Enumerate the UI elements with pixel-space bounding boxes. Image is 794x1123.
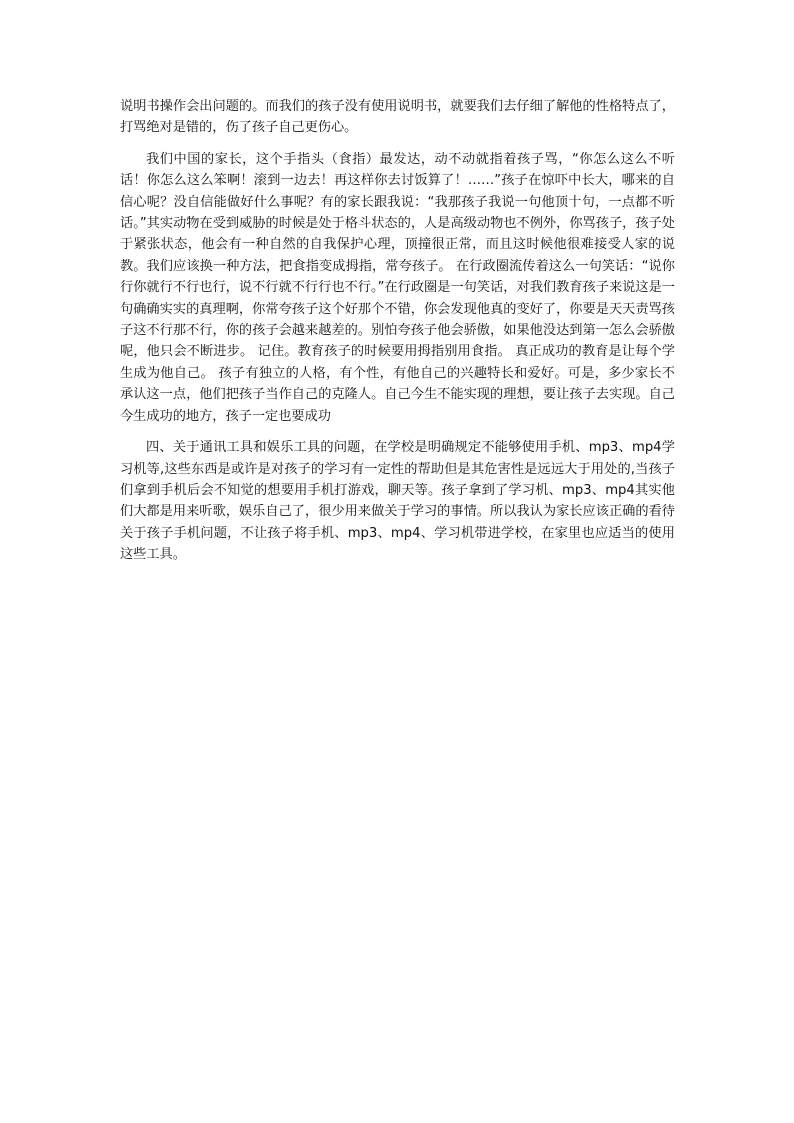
document-page (120, 96, 675, 576)
paragraph-continuation: 说明书操作会出问题的。而我们的孩子没有使用说明书，就要我们去仔细了解他的性格特点了，打骂绝对是错的，伤了孩子自己更伤心。 (120, 99, 675, 136)
paragraph-communication-tools: 四、关于通讯工具和娱乐工具的问题，在学校是明确规定不能够使用手机、mp3、mp4学习机等,这些东西是或许是对孩子的学习有一定性的帮助但是其危害性是远远大于用处的,当孩子们拿到手机后会不知觉的想要用手机打游戏，聊天等。孩子拿到了学习机、mp3、mp4其实他们大都是用来听歌，娱乐自己了，很少用来做关于学习的事情。所以我认为家长应该正确的看待关于孩子手机问题，不让孩子将手机、mp3、mp4、学习机带进学校，在家里也应适当的使用这些工具。 (120, 440, 675, 563)
paragraph-praise-children: 我们中国的家长，这个手指头（食指）最发达，动不动就指着孩子骂，“你怎么这么不听话！你怎么这么笨啊！滚到一边去！再这样你去讨饭算了！……”孩子在惊吓中长大，哪来的自信心呢？没自信能做好什么事呢？有的家长跟我说：“我那孩子我说一句他顶十句，一点都不听话。”其实动物在受到威胁的时候是处于格斗状态的，人是高级动物也不例外，你骂孩子，孩子处于紧张状态，他会有一种自然的自我保护心理，顶撞很正常，而且这时候他很难接受人家的说教。我们应该换一种方法，把食指变成拇指，常夸孩子。 在行政圈流传着这么一句笑话：“说你行你就行不行也行，说不行就不行行也不行。”在行政圈是一句笑话，对我们教育孩子来说这是一句确确实实的真理啊，你常夸孩子这个好那个不错，你会发现他真的变好了，你要是天天责骂孩子这不行那不行，你的孩子会越来越差的。别怕夸孩子他会骄傲，如果他没达到第一怎么会骄傲呢，他只会不断进步。 记住。教育孩子的时候要用拇指别用食指。 真正成功的教育是让每个学生成为他自己。 孩子有独立的人格，有个性，有他自己的兴趣特长和爱好。可是，多少家长不承认这一点，他们把孩子当作自己的克隆人。自己今生不能实现的理想，要让孩子去实现。自己今生成功的地方，孩子一定也要成功 (120, 151, 675, 424)
